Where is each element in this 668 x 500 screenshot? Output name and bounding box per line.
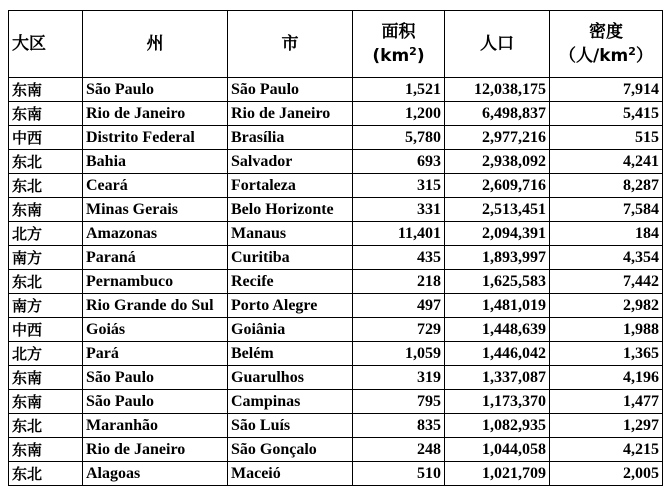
cell-area: 1,059 (353, 342, 445, 366)
city-population-table (8, 10, 663, 486)
table-body (9, 78, 663, 486)
cell-density: 1,297 (550, 414, 663, 438)
header-population: 人口 (445, 11, 550, 78)
header-area-title: 面积 (381, 22, 416, 42)
header-density-unit: （人$/km^2$） (559, 45, 653, 66)
cell-density: 7,442 (550, 270, 663, 294)
cell-city: Rio de Janeiro (228, 102, 353, 126)
cell-area: 248 (353, 438, 445, 462)
cell-density: 7,914 (550, 78, 663, 102)
table-row (9, 342, 663, 366)
cell-region: 南方 (9, 246, 83, 270)
cell-population: 1,082,935 (445, 414, 550, 438)
table-row (9, 438, 663, 462)
cell-population: 1,173,370 (445, 390, 550, 414)
table-header-row (9, 11, 663, 78)
header-state: 州 (83, 11, 228, 78)
header-density (550, 11, 663, 78)
cell-region: 中西 (9, 318, 83, 342)
cell-region: 东北 (9, 150, 83, 174)
cell-area: 331 (353, 198, 445, 222)
cell-city: Fortaleza (228, 174, 353, 198)
cell-population: 1,446,042 (445, 342, 550, 366)
cell-density: 8,287 (550, 174, 663, 198)
cell-state: Ceará (83, 174, 228, 198)
cell-state: Pernambuco (83, 270, 228, 294)
header-area (353, 11, 445, 78)
cell-density: 4,196 (550, 366, 663, 390)
header-city: 市 (228, 11, 353, 78)
table-row (9, 390, 663, 414)
cell-state: São Paulo (83, 78, 228, 102)
cell-region: 东南 (9, 198, 83, 222)
cell-population: 1,337,087 (445, 366, 550, 390)
cell-area: 315 (353, 174, 445, 198)
table-row (9, 150, 663, 174)
cell-city: Goiânia (228, 318, 353, 342)
cell-population: 1,021,709 (445, 462, 550, 486)
cell-region: 东南 (9, 438, 83, 462)
cell-city: Salvador (228, 150, 353, 174)
cell-region: 北方 (9, 342, 83, 366)
cell-population: 2,609,716 (445, 174, 550, 198)
cell-city: Campinas (228, 390, 353, 414)
cell-population: 1,044,058 (445, 438, 550, 462)
cell-region: 北方 (9, 222, 83, 246)
table-row (9, 102, 663, 126)
cell-density: 4,215 (550, 438, 663, 462)
cell-density: 5,415 (550, 102, 663, 126)
cell-state: Bahia (83, 150, 228, 174)
cell-area: 1,200 (353, 102, 445, 126)
table-row (9, 78, 663, 102)
cell-population: 2,513,451 (445, 198, 550, 222)
cell-region: 东北 (9, 462, 83, 486)
cell-state: Alagoas (83, 462, 228, 486)
cell-region: 东南 (9, 102, 83, 126)
cell-city: Manaus (228, 222, 353, 246)
cell-city: Brasília (228, 126, 353, 150)
header-area-unit: $(km^2)$ (372, 45, 425, 66)
cell-region: 南方 (9, 294, 83, 318)
cell-population: 12,038,175 (445, 78, 550, 102)
cell-city: São Paulo (228, 78, 353, 102)
cell-density: 1,477 (550, 390, 663, 414)
cell-population: 1,481,019 (445, 294, 550, 318)
cell-state: Distrito Federal (83, 126, 228, 150)
header-region: 大区 (9, 11, 83, 78)
cell-state: Rio de Janeiro (83, 438, 228, 462)
table-row (9, 270, 663, 294)
cell-state: Amazonas (83, 222, 228, 246)
cell-state: Pará (83, 342, 228, 366)
cell-area: 693 (353, 150, 445, 174)
cell-density: 515 (550, 126, 663, 150)
cell-city: Belo Horizonte (228, 198, 353, 222)
table-row (9, 246, 663, 270)
cell-state: São Paulo (83, 390, 228, 414)
cell-density: 7,584 (550, 198, 663, 222)
table-row (9, 174, 663, 198)
cell-region: 东北 (9, 174, 83, 198)
table-row (9, 366, 663, 390)
table-row (9, 222, 663, 246)
cell-area: 435 (353, 246, 445, 270)
cell-population: 2,938,092 (445, 150, 550, 174)
cell-city: Curitiba (228, 246, 353, 270)
cell-density: 4,354 (550, 246, 663, 270)
cell-area: 835 (353, 414, 445, 438)
cell-region: 东南 (9, 390, 83, 414)
cell-city: Belém (228, 342, 353, 366)
table-row (9, 318, 663, 342)
cell-region: 东南 (9, 78, 83, 102)
table-row (9, 294, 663, 318)
cell-density: 1,988 (550, 318, 663, 342)
table-row (9, 462, 663, 486)
cell-population: 2,977,216 (445, 126, 550, 150)
cell-population: 6,498,837 (445, 102, 550, 126)
cell-area: 1,521 (353, 78, 445, 102)
cell-city: Recife (228, 270, 353, 294)
cell-population: 1,625,583 (445, 270, 550, 294)
cell-region: 东北 (9, 270, 83, 294)
cell-density: 4,241 (550, 150, 663, 174)
cell-area: 795 (353, 390, 445, 414)
cell-state: Minas Gerais (83, 198, 228, 222)
table-row (9, 198, 663, 222)
cell-area: 319 (353, 366, 445, 390)
cell-area: 510 (353, 462, 445, 486)
cell-area: 5,780 (353, 126, 445, 150)
cell-region: 中西 (9, 126, 83, 150)
cell-state: São Paulo (83, 366, 228, 390)
cell-density: 2,005 (550, 462, 663, 486)
cell-area: 218 (353, 270, 445, 294)
cell-population: 2,094,391 (445, 222, 550, 246)
cell-city: Maceió (228, 462, 353, 486)
cell-region: 东南 (9, 366, 83, 390)
cell-city: São Gonçalo (228, 438, 353, 462)
cell-state: Goiás (83, 318, 228, 342)
table-row (9, 414, 663, 438)
cell-state: Maranhão (83, 414, 228, 438)
cell-density: 184 (550, 222, 663, 246)
cell-density: 1,365 (550, 342, 663, 366)
cell-city: Guarulhos (228, 366, 353, 390)
table-row (9, 126, 663, 150)
cell-state: Rio de Janeiro (83, 102, 228, 126)
cell-density: 2,982 (550, 294, 663, 318)
cell-area: 497 (353, 294, 445, 318)
header-density-title: 密度 (589, 22, 623, 42)
cell-state: Paraná (83, 246, 228, 270)
cell-city: Porto Alegre (228, 294, 353, 318)
cell-region: 东北 (9, 414, 83, 438)
cell-state: Rio Grande do Sul (83, 294, 228, 318)
cell-area: 729 (353, 318, 445, 342)
cell-population: 1,448,639 (445, 318, 550, 342)
cell-population: 1,893,997 (445, 246, 550, 270)
cell-city: São Luís (228, 414, 353, 438)
cell-area: 11,401 (353, 222, 445, 246)
